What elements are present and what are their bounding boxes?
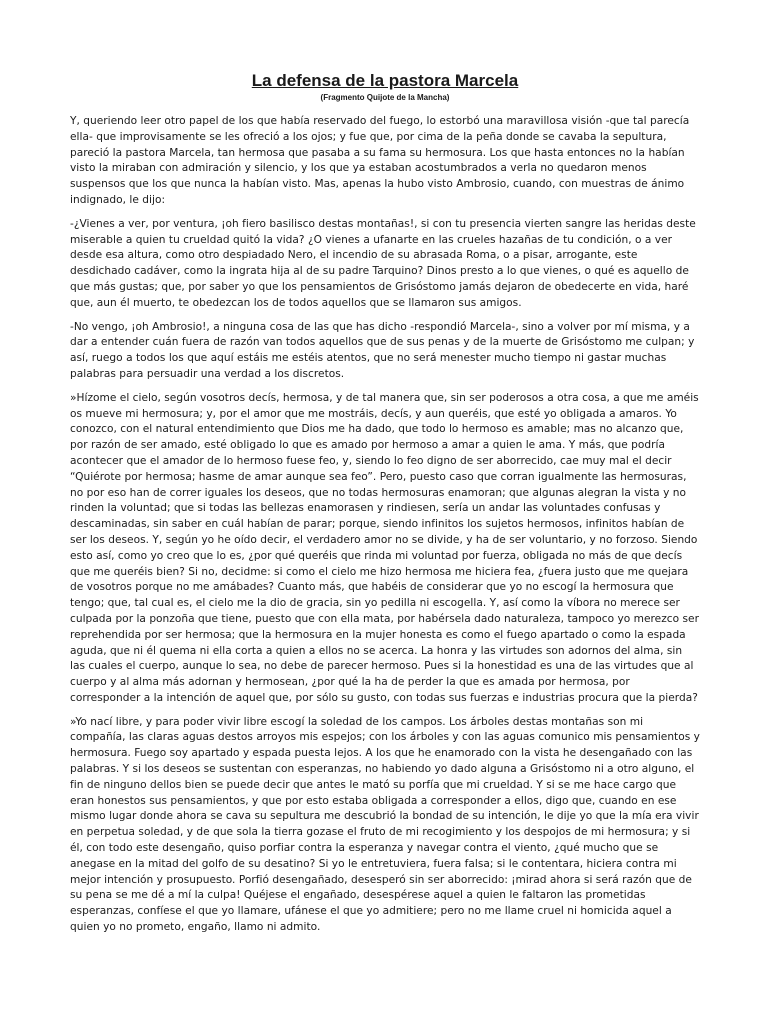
paragraph-5: »Yo nací libre, y para poder vivir libre escogí la soledad de los campos. Los árboles destas montañas son mi compañía, las claras aguas destos arroyos mis espejos; con los árboles y con las aguas comunico mis pensamientos y hermosura. Fuego soy apartado y espada puesta lejos. A los que he enamorado con la vista he desengañado con las palabras. Y si los deseos se sustentan con esperanzas, no habiendo yo dado alguna a Grisóstomo ni a otro alguno, el fin de ninguno dellos bien se puede decir que antes le mató su porfía que mi crueldad. Y si se me hace cargo que eran honestos sus pensamientos, y que por esto estaba obligada a corresponder a ellos, digo que, cuando en ese mismo lugar donde ahora se cava su sepultura me descubrió la bondad de su intención, le dije yo que la mía era vivir en perpetua soledad, y de que sola la tierra gozase el fruto de mi recogimiento y los despojos de mi hermosura; y si él, con todo este desengaño, quiso porfiar contra la esperanza y navegar contra el viento, ¿qué mucho que se anegase en la mitad del golfo de su desatino? Si yo le entretuviera, fuera falsa; si le contentara, hiciera contra mi mejor intención y prosupuesto. Porfió desengañado, desesperó sin ser aborrecido: ¡mirad ahora si será razón que de su pena se me dé a mí la culpa! Quéjese el engañado, desespérese aquel a quien le faltaron las prometidas esperanzas, confíese el que yo llamare, ufánese el que yo admitiere; pero no me llame cruel ni homicida aquel a quien yo no prometo, engaño, llamo ni admito. [70, 715, 700, 934]
paragraph-2: -¿Vienes a ver, por ventura, ¡oh fiero basilisco destas montañas!, si con tu presencia vierten sangre las heridas deste miserable a quien tu crueldad quitó la vida? ¿O vienes a ufanarte en las crueles hazañas de tu condición, o a ver desde esa altura, como otro despiadado Nero, el incendio de su abrasada Roma, o a pisar, arrogante, este desdichado cadáver, como la ingrata hija al de su padre Tarquino? Dinos presto a lo que vienes, o qué es aquello de que más gustas; que, por saber yo que los pensamientos de Grisóstomo jamás dejaron de obedecerte en vida, haré que, aun él muerto, te obedezcan los de todos aquellos que se llamaron sus amigos. [70, 217, 696, 309]
page-subtitle: (Fragmento Quijote de la Mancha) [320, 93, 450, 102]
paragraph-3: -No vengo, ¡oh Ambrosio!, a ninguna cosa de las que has dicho -respondió Marcela-, sino a volver por mí misma, y a dar a entender cuán fuera de razón van todos aquellos que de sus penas y de la muerte de Grisóstomo me culpan; y así, ruego a todos los que aquí estáis me estéis atentos, que no será menester mucho tiempo ni gastar muchas palabras para persuadir una verdad a los discretos. [70, 320, 695, 380]
paragraph-1: Y, queriendo leer otro papel de los que había reservado del fuego, lo estorbó una maravillosa visión -que tal parecía ella- que improvisamente se les ofreció a los ojos; y fue que, por cima de la peña donde se cavaba la sepultura, pareció la pastora Marcela, tan hermosa que pasaba a su fama su hermosura. Los que hasta entonces no la habían visto la miraban con admiración y silencio, y los que ya estaban acostumbrados a verla no quedaron menos suspensos que los que nunca la habían visto. Mas, apenas la hubo visto Ambrosio, cuando, con muestras de ánimo indignado, le dijo: [70, 115, 690, 206]
page-title: La defensa de la pastora Marcela [251, 71, 519, 90]
document-page [70, 70, 700, 944]
paragraph-4: »Hízome el cielo, según vosotros decís, hermosa, y de tal manera que, sin ser poderosos a otra cosa, a que me améis os mueve mi hermosura; y, por el amor que me mostráis, decís, y aun queréis, que esté yo obligada a amaros. Yo conozco, con el natural entendimiento que Dios me ha dado, que todo lo hermoso es amable; mas no alcanzo que, por razón de ser amado, esté obligado lo que es amado por hermoso a amar a quien le ama. Y más, que podría acontecer que el amador de lo hermoso fuese feo, y, siendo lo feo digno de ser aborrecido, cae muy mal el decir “Quiérote por hermosa; hasme de amar aunque sea feo”. Pero, puesto caso que corran igualmente las hermosuras, no por eso han de correr iguales los deseos, que no todas hermosuras enamoran; que algunas alegran la vista y no rinden la voluntad; que si todas las bellezas enamorasen y rindiesen, sería un andar las voluntades confusas y descaminadas, sin saber en cuál habían de parar; porque, siendo infinitos los sujetos hermosos, infinitos habían de ser los deseos. Y, según yo he oído decir, el verdadero amor no se divide, y ha de ser voluntario, y no forzoso. Siendo esto así, como yo creo que lo es, ¿por qué queréis que rinda mi voluntad por fuerza, obligada no más de que decís que me queréis bien? Si no, decidme: si como el cielo me hizo hermosa me hiciera fea, ¿fuera justo que me quejara de vosotros porque no me amábades? Cuanto más, que habéis de considerar que yo no escogí la hermosura que tengo; que, tal cual es, el cielo me la dio de gracia, sin yo pedilla ni escogella. Y, así como la víbora no merece ser culpada por la ponzoña que tiene, puesto que con ella mata, por habérsela dado naturaleza, tampoco yo merezco ser reprehendida por ser hermosa; que la hermosura en la mujer honesta es como el fuego apartado o como la espada aguda, que ni él quema ni ella corta a quien a ellos no se acerca. La honra y las virtudes son adornos del alma, sin las cuales el cuerpo, aunque lo sea, no debe de parecer hermoso. Pues si la honestidad es una de las virtudes que al cuerpo y al alma más adornan y hermosean, ¿por qué la ha de perder la que es amada por hermosa, por corresponder a la intención de aquel que, por sólo su gusto, con todas sus fuerzas e industrias procura que la pierda? [70, 391, 699, 704]
